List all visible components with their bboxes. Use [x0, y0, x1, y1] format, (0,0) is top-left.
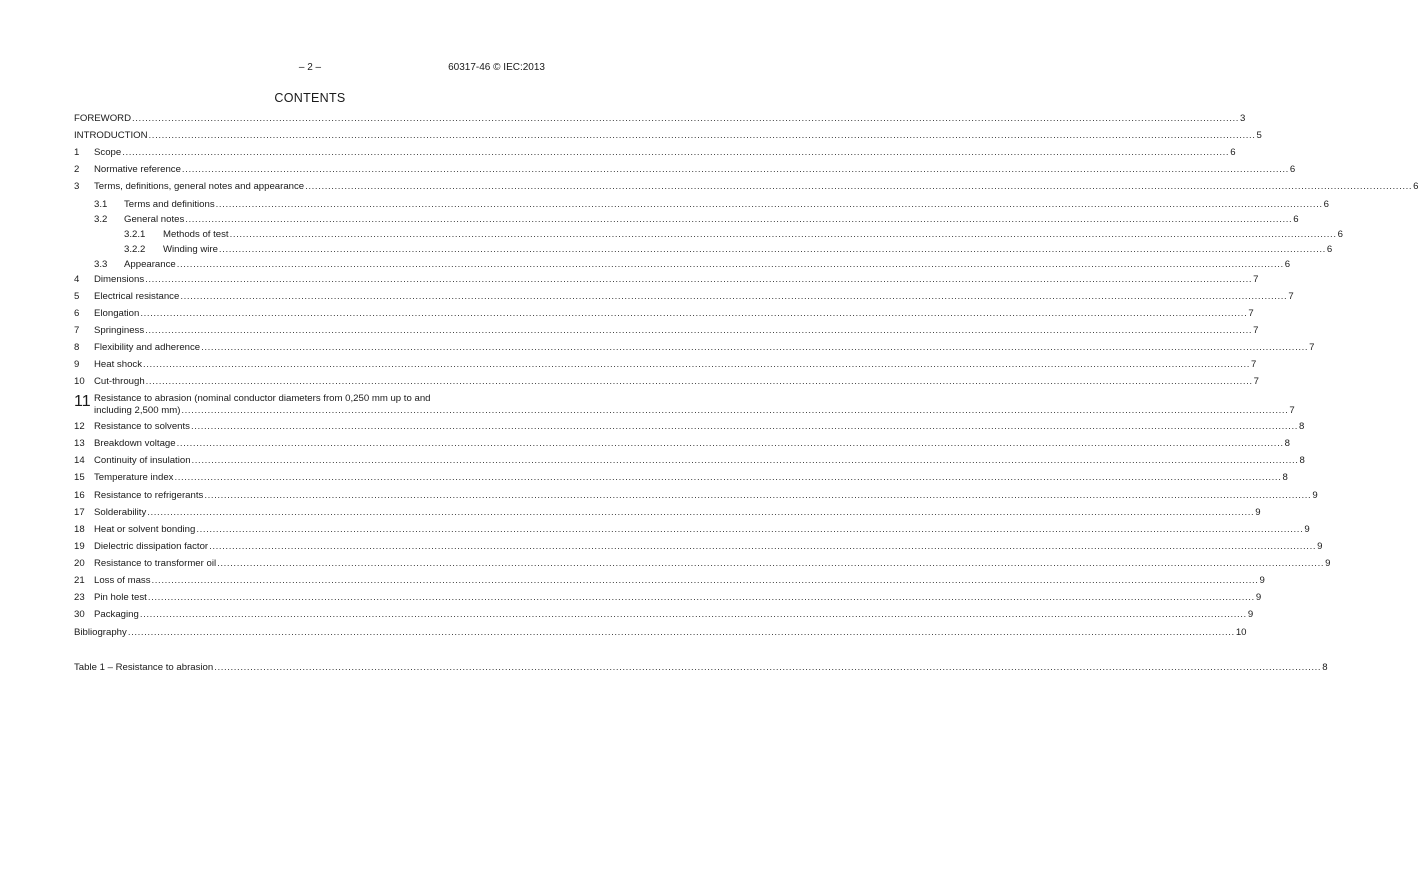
toc-entry-page: 6: [1337, 229, 1343, 240]
dot-leader: [177, 438, 1284, 450]
toc-entry-title: FOREWORD: [74, 113, 132, 124]
dot-leader: [196, 524, 1303, 536]
toc-entry-number: 14: [74, 455, 85, 466]
toc-entry[interactable]: [74, 438, 1290, 450]
toc-entry-page: 7: [1253, 325, 1259, 336]
toc-entry-title: Terms and definitions: [124, 199, 215, 210]
toc-entry-number: 4: [74, 274, 80, 285]
toc-entry[interactable]: [74, 507, 1261, 519]
toc-entry[interactable]: [74, 130, 1262, 142]
dot-leader: [145, 274, 1252, 286]
toc-entry-page: 6: [1293, 214, 1299, 225]
toc-entry-number: 17: [74, 507, 85, 518]
toc-entry-number: 16: [74, 490, 85, 501]
toc-entry-title: Packaging: [94, 609, 139, 620]
toc-entry-number: 23: [74, 592, 85, 603]
toc-entry[interactable]: [74, 181, 1418, 193]
table-list-entry[interactable]: [74, 662, 1328, 674]
toc-entry-number: 9: [74, 359, 80, 370]
toc-entry[interactable]: [74, 113, 1246, 125]
toc-entry-number: 2: [74, 164, 80, 175]
list-of-tables: [74, 662, 1328, 674]
dot-leader: [191, 421, 1298, 433]
dot-leader: [174, 472, 1281, 484]
toc-entry-page: 8: [1284, 438, 1290, 449]
toc-entry[interactable]: [74, 325, 1259, 337]
toc-entry[interactable]: [74, 359, 1257, 371]
toc-entry-page: 8: [1298, 421, 1305, 432]
toc-entry-title: Temperature index: [94, 472, 174, 483]
toc-entry-page: 9: [1312, 490, 1318, 501]
dot-leader: [216, 199, 1323, 211]
document-reference: 60317-46 © IEC:2013: [448, 62, 545, 73]
toc-entry-number: 20: [74, 558, 85, 569]
toc-entry-page: 7: [1253, 274, 1259, 285]
dot-leader: [140, 308, 1247, 320]
toc-entry-number: 5: [74, 291, 80, 302]
dot-leader: [201, 342, 1308, 354]
dot-leader: [177, 259, 1284, 271]
toc-entry-page: 5: [1256, 130, 1262, 141]
toc-entry-number: 3.2.2: [124, 244, 146, 255]
toc-entry-number: 3.3: [94, 259, 108, 270]
dot-leader: [217, 558, 1324, 570]
toc-entry-number: 11: [74, 393, 91, 410]
toc-entry-number: 3: [74, 181, 80, 192]
toc-entry-page: 9: [1247, 609, 1254, 620]
toc-entry-number: 3.1: [94, 199, 108, 210]
toc-entry-title: Continuity of insulation: [94, 455, 191, 466]
toc-entry-page: 10: [1235, 627, 1247, 638]
toc-entry-title: Resistance to refrigerants: [94, 490, 204, 501]
toc-entry-page: 7: [1253, 376, 1260, 387]
toc-entry[interactable]: [74, 575, 1265, 587]
toc-entry-page: 6: [1289, 164, 1296, 175]
table-list-title: Table 1 – Resistance to abrasion: [74, 662, 214, 673]
toc-entry-title-block: [94, 393, 1295, 417]
toc-entry-title: Solderability: [94, 507, 147, 518]
toc-entry-number: 6: [74, 308, 80, 319]
toc-entry-number: 7: [74, 325, 80, 336]
toc-entry-title: General notes: [124, 214, 185, 225]
toc-entry-title: Terms, definitions, general notes and appearance: [94, 181, 305, 192]
toc-entry[interactable]: [74, 147, 1236, 159]
toc-entry-title: Heat shock: [94, 359, 142, 370]
toc-entry-number: 3.2.1: [124, 229, 146, 240]
toc-entry-title: Springiness: [94, 325, 145, 336]
table-list-page: 8: [1322, 662, 1328, 673]
toc-entry[interactable]: [74, 393, 1295, 417]
toc-entry-title: Electrical resistance: [94, 291, 180, 302]
toc-entry-title: INTRODUCTION: [74, 130, 148, 141]
toc-entry-number: 3.2: [94, 214, 108, 225]
toc-entry[interactable]: [74, 558, 1331, 570]
toc-entry[interactable]: [74, 609, 1254, 621]
dot-leader: [132, 113, 1239, 125]
toc-entry-number: 30: [74, 609, 85, 620]
toc-entry[interactable]: [74, 541, 1323, 553]
toc-entry-title: Scope: [94, 147, 122, 158]
toc-entry[interactable]: [74, 342, 1315, 354]
dot-leader: [140, 609, 1247, 621]
toc-entry-page: 9: [1304, 524, 1310, 535]
toc-entry-title: Resistance to solvents: [94, 421, 190, 432]
toc-entry-title: Appearance: [124, 259, 176, 270]
toc-entry[interactable]: [74, 490, 1318, 502]
contents-heading: CONTENTS: [274, 91, 346, 105]
toc-entry[interactable]: [74, 199, 1329, 211]
dot-leader: [128, 627, 1235, 639]
toc-entry-title-line: Resistance to abrasion (nominal conductor diameters from 0,250 mm up to and: [94, 393, 431, 404]
toc-entry-number: 18: [74, 524, 85, 535]
toc-entry-title: Normative reference: [94, 164, 181, 175]
dot-leader: [148, 592, 1255, 604]
toc-entry-page: 6: [1230, 147, 1236, 158]
toc-entry-number: 19: [74, 541, 85, 552]
toc-entry[interactable]: [74, 164, 1296, 176]
dot-leader: [209, 541, 1316, 553]
toc-entry-page: 6: [1413, 181, 1418, 192]
toc-entry-title: Elongation: [94, 308, 140, 319]
toc-entry-page: 7: [1248, 308, 1254, 319]
dot-leader: [147, 507, 1254, 519]
dot-leader: [214, 662, 1321, 674]
toc-entry-page: 8: [1299, 455, 1305, 466]
toc-entry-number: 15: [74, 472, 85, 483]
toc-entry-title: Breakdown voltage: [94, 438, 176, 449]
toc-entry-title: Winding wire: [163, 244, 218, 255]
dot-leader: [182, 164, 1289, 176]
toc-entry[interactable]: [74, 259, 1291, 271]
toc-entry-page: 9: [1317, 541, 1323, 552]
toc-entry[interactable]: [74, 229, 1343, 241]
toc-entry[interactable]: [74, 524, 1310, 536]
toc-entry-title: including 2,500 mm): [94, 405, 181, 416]
toc-entry-page: 6: [1323, 199, 1329, 210]
dot-leader: [204, 490, 1311, 502]
toc-entry[interactable]: [74, 421, 1305, 433]
toc-entry-page: 7: [1251, 359, 1257, 370]
toc-entry-page: 7: [1288, 291, 1294, 302]
toc-entry[interactable]: [74, 214, 1299, 226]
toc-entry[interactable]: [74, 455, 1305, 467]
dot-leader: [230, 229, 1337, 241]
toc-entry-number: 21: [74, 575, 85, 586]
page-number: – 2 –: [298, 62, 322, 73]
dot-leader: [143, 359, 1250, 371]
toc-entry-page: 3: [1240, 113, 1246, 124]
toc-entry-title: Methods of test: [163, 229, 229, 240]
toc-entry-title: Flexibility and adherence: [94, 342, 201, 353]
toc-entry-page: 9: [1255, 507, 1261, 518]
toc-entry-page: 6: [1326, 244, 1333, 255]
toc-entry-title: Cut-through: [94, 376, 145, 387]
dot-leader: [305, 181, 1412, 193]
toc-entry-title: Dimensions: [94, 274, 145, 285]
toc-entry-title: Dielectric dissipation factor: [94, 541, 209, 552]
dot-leader: [146, 376, 1253, 388]
toc-entry[interactable]: [74, 627, 1247, 639]
dot-leader: [180, 291, 1287, 303]
dot-leader: [219, 244, 1326, 256]
dot-leader: [122, 147, 1229, 159]
toc-entry[interactable]: [74, 592, 1262, 604]
toc-entry[interactable]: [74, 274, 1259, 286]
toc-entry-page: 9: [1255, 592, 1262, 603]
toc-entry[interactable]: [74, 308, 1254, 320]
toc-entry-title: Heat or solvent bonding: [94, 524, 196, 535]
toc-entry[interactable]: [74, 244, 1333, 256]
toc-entry-page: 9: [1325, 558, 1331, 569]
dot-leader: [192, 455, 1299, 467]
toc-entry[interactable]: [74, 472, 1288, 484]
toc-entry[interactable]: [74, 291, 1294, 303]
dot-leader: [145, 325, 1252, 337]
dot-leader: [149, 130, 1256, 142]
toc-entry-number: 13: [74, 438, 85, 449]
toc-entry-number: 1: [74, 147, 80, 158]
toc-entry-title-line: [94, 405, 1295, 417]
toc-entry-page: 7: [1309, 342, 1315, 353]
dot-leader: [152, 575, 1259, 587]
toc-entry-page: 8: [1282, 472, 1288, 483]
toc-entry-number: 10: [74, 376, 85, 387]
toc-entry-title: Loss of mass: [94, 575, 151, 586]
toc-entry-number: 8: [74, 342, 80, 353]
dot-leader: [185, 214, 1292, 226]
toc-entry[interactable]: [74, 376, 1260, 388]
toc-entry-page: 9: [1259, 575, 1265, 586]
toc-entry-title: Resistance to transformer oil: [94, 558, 217, 569]
toc-entry-page: 6: [1284, 259, 1291, 270]
toc-entry-page: 7: [1289, 405, 1295, 416]
dot-leader: [181, 405, 1288, 417]
toc-entry-title: Pin hole test: [94, 592, 147, 603]
toc-entry-number: 12: [74, 421, 85, 432]
toc-entry-title: Bibliography: [74, 627, 127, 638]
